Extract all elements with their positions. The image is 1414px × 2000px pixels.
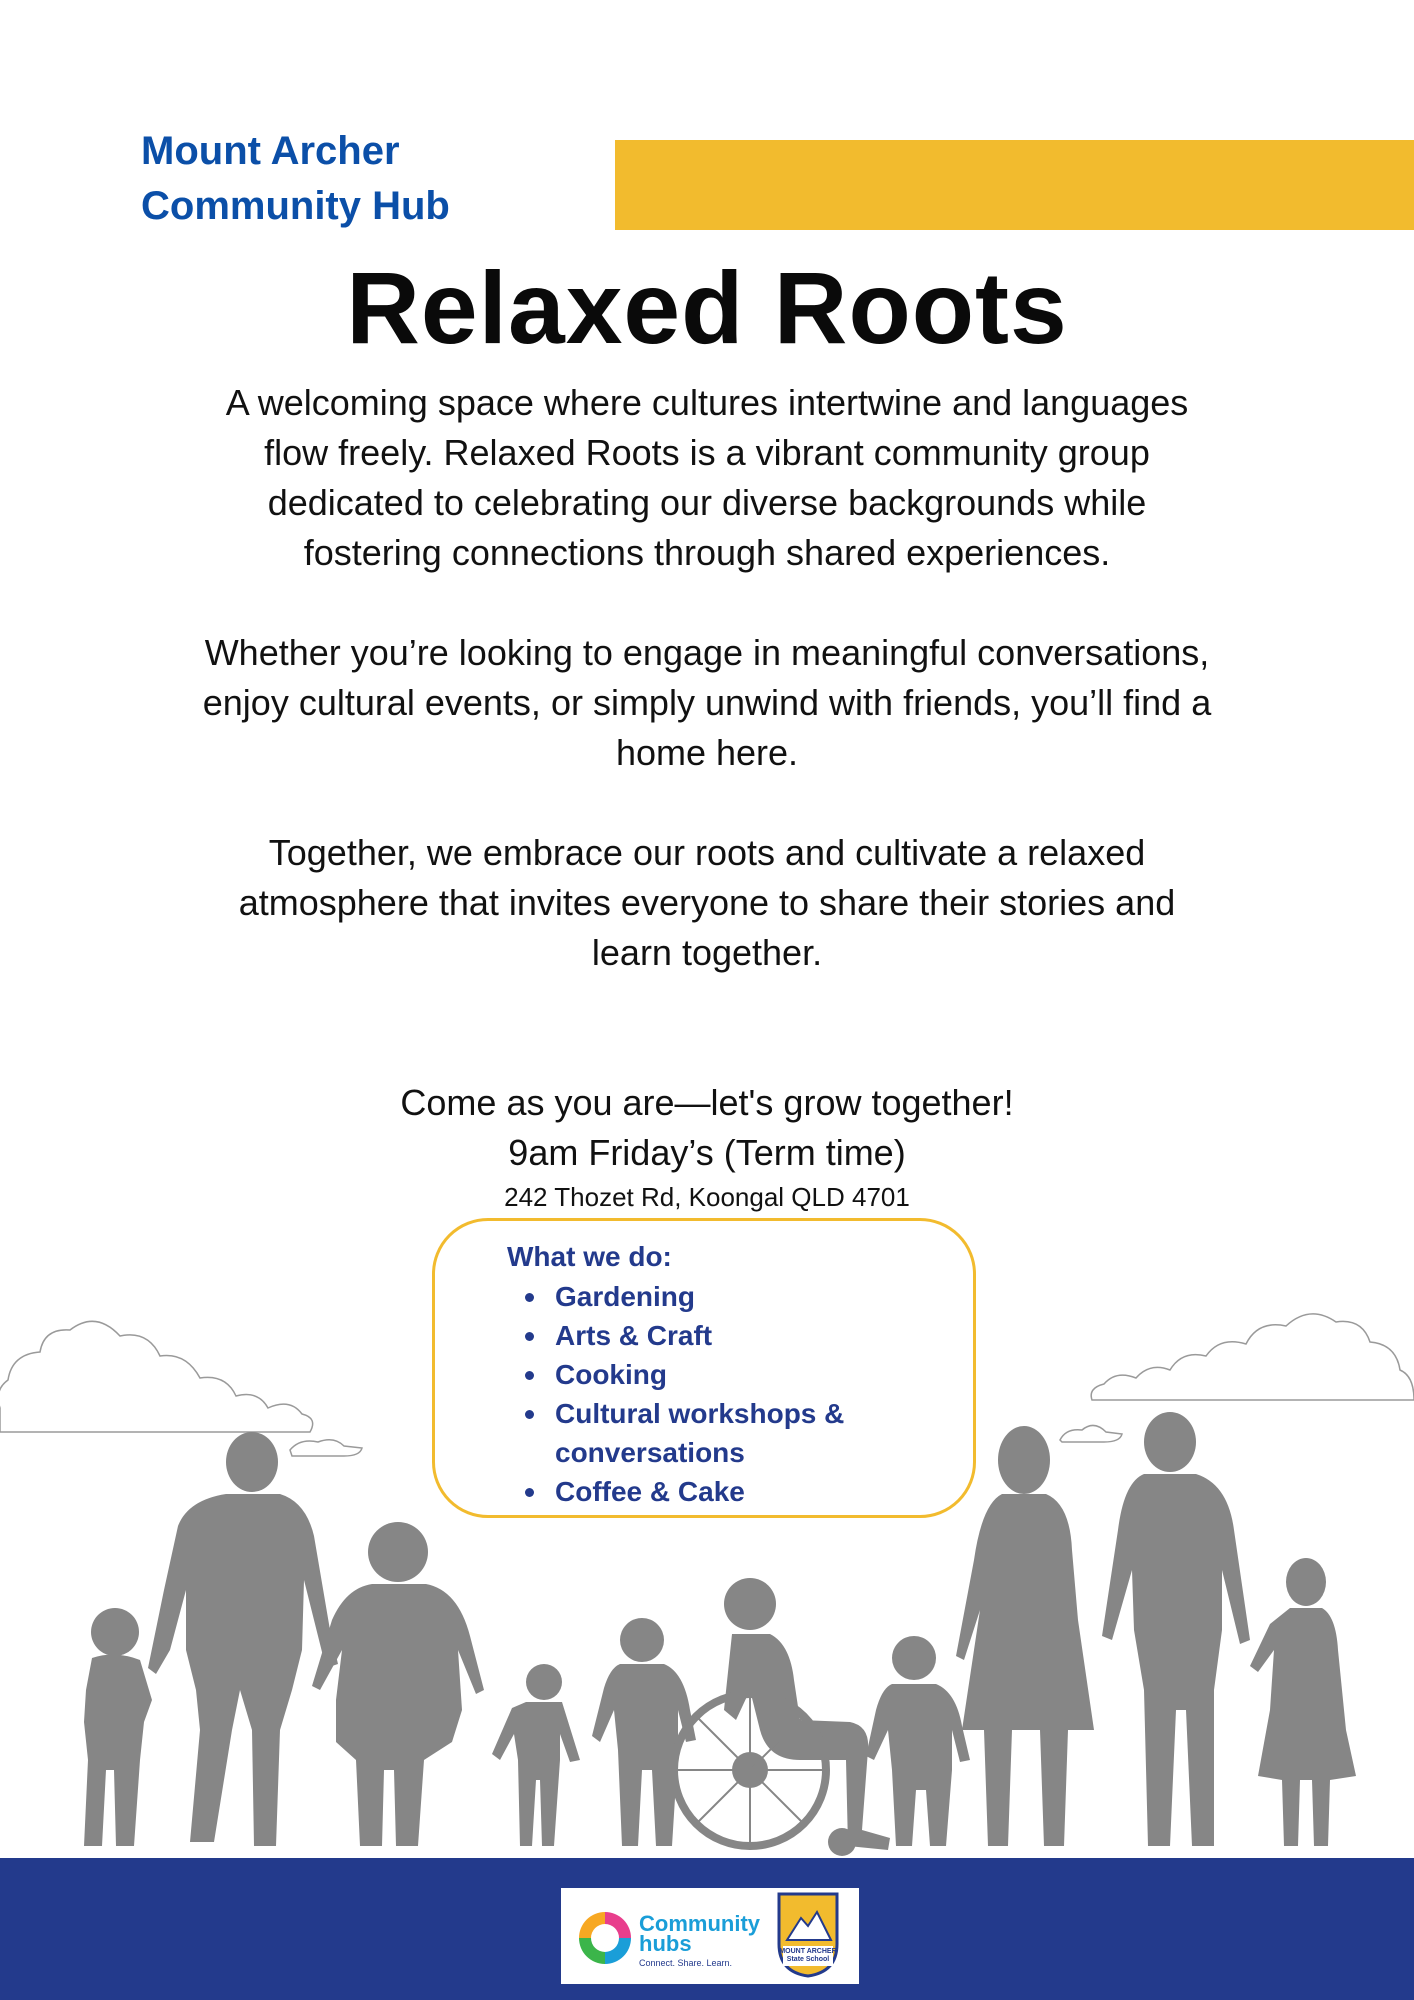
man-silhouette-icon (1102, 1412, 1250, 1846)
cloud-right-icon (1060, 1314, 1414, 1442)
description-paragraph: Whether you’re looking to engage in meaningful conversations, enjoy cultural events, or simply unwind with friends, you’ll find a home here. (202, 632, 1212, 773)
cloud-left-icon (0, 1321, 362, 1456)
girl-silhouette-icon (1250, 1558, 1356, 1846)
activities-list (507, 1277, 933, 1511)
list-item: Cooking (555, 1355, 933, 1394)
description-paragraph: Together, we embrace our roots and cultivate a relaxed atmosphere that invites everyone to share their stories and learn together. (238, 832, 1176, 973)
list-item: Arts & Craft (555, 1316, 933, 1355)
partner-logos (561, 1888, 859, 1984)
list-item: Gardening (555, 1277, 933, 1316)
call-to-action (0, 1078, 1414, 1178)
boy-silhouette-icon (866, 1636, 970, 1846)
description-paragraph: A welcoming space where cultures intertwine and languages flow freely. Relaxed Roots is a vibrant community group dedicated to celebrating our diverse backgrounds while fostering connections through shared experiences. (225, 382, 1189, 573)
woman-silhouette-icon (956, 1426, 1094, 1846)
man-silhouette-icon (148, 1432, 338, 1846)
list-item: Cultural workshops & conversations (555, 1394, 933, 1472)
wheelchair-user-silhouette-icon (674, 1578, 890, 1856)
woman-silhouette-icon (312, 1522, 484, 1846)
header-accent-bar (615, 140, 1414, 230)
cta-slogan: Come as you are—let's grow together! (400, 1082, 1014, 1123)
venue-address: 242 Thozet Rd, Koongal QLD 4701 (504, 1182, 910, 1212)
meeting-time: 9am Friday’s (Term time) (508, 1132, 906, 1173)
organisation-name-line1: Mount Archer (141, 129, 400, 173)
organisation-name-line2: Community Hub (141, 184, 450, 228)
mount-archer-school-name: MOUNT ARCHER State School (779, 1948, 837, 1963)
girl-silhouette-icon (492, 1664, 580, 1846)
organisation-name (141, 124, 450, 234)
page-title: Relaxed Roots (346, 251, 1068, 365)
child-silhouette-icon (84, 1608, 152, 1846)
activities-heading: What we do: (507, 1241, 672, 1272)
description (200, 378, 1214, 1028)
community-hubs-wordmark: Community hubs (639, 1911, 760, 1956)
community-hubs-logo-icon (575, 1908, 635, 1968)
activities-panel (432, 1218, 976, 1518)
community-hubs-tagline: Connect. Share. Learn. (639, 1958, 733, 1968)
mount-archer-school-badge-icon (773, 1892, 843, 1978)
list-item: Coffee & Cake (555, 1472, 933, 1511)
